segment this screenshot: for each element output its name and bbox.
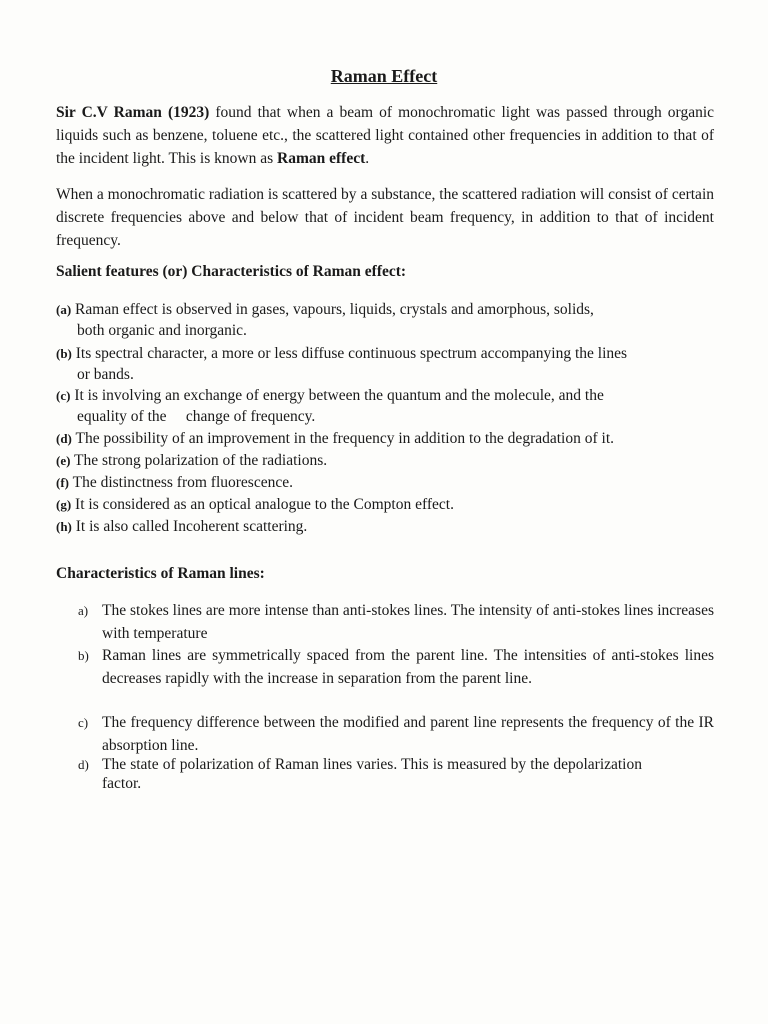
- raman-line-item-b: [78, 644, 714, 690]
- intro-text: found that when a beam of monochromatic light was passed through organic liquids such as benzene, toluene etc., the scattered light contained other frequencies in addition to that of the incident light. This is known as: [56, 104, 715, 167]
- feature-tag: (d): [56, 431, 72, 446]
- feature-text: Raman effect is observed in gases, vapours, liquids, crystals and amorphous, solids,: [75, 301, 594, 318]
- feature-text-continued: both organic and inorganic.: [77, 322, 247, 339]
- feature-item-b: [56, 343, 726, 385]
- feature-tag: (a): [56, 302, 72, 317]
- feature-text-continued: equality of the change of frequency.: [77, 408, 316, 425]
- feature-text: The distinctness from fluorescence.: [72, 474, 293, 491]
- intro-bold-term: Raman effect: [277, 150, 366, 167]
- list-item-text: The state of polarization of Raman lines varies. This is measured by the depolarization factor.: [102, 756, 642, 792]
- list-letter: a): [78, 603, 89, 618]
- feature-text: It is considered as an optical analogue to the Compton effect.: [75, 496, 454, 513]
- list-letter: d): [78, 757, 89, 772]
- feature-tag: (b): [56, 346, 72, 361]
- intro-end: .: [365, 150, 370, 167]
- raman-lines-heading: Characteristics of Raman lines:: [56, 565, 265, 582]
- salient-features-heading: Salient features (or) Characteristics of Raman effect:: [56, 263, 407, 280]
- feature-text: It is involving an exchange of energy between the quantum and the molecule, and the: [74, 387, 604, 404]
- feature-tag: (h): [56, 519, 72, 534]
- feature-text-continued: or bands.: [77, 366, 134, 383]
- feature-tag: (c): [56, 388, 71, 403]
- feature-tag: (g): [56, 497, 72, 512]
- feature-tag: (f): [56, 475, 69, 490]
- raman-line-item-c: [78, 711, 714, 757]
- feature-item-c: [56, 385, 726, 427]
- feature-item-a: [56, 299, 726, 341]
- intro-paragraph: [56, 101, 714, 170]
- feature-tag: (e): [56, 453, 71, 468]
- feature-text: The possibility of an improvement in the frequency in addition to the degradation of it.: [75, 430, 614, 447]
- feature-item-g: [56, 494, 726, 515]
- list-letter: c): [78, 715, 89, 730]
- intro-bold-lead: Sir C.V Raman (1923): [56, 104, 210, 121]
- raman-line-item-d: [78, 755, 714, 793]
- feature-item-f: [56, 472, 726, 493]
- list-item-text: The stokes lines are more intense than anti-stokes lines. The intensity of anti-stokes lines increases with temperature: [102, 602, 714, 642]
- feature-item-d: [56, 428, 726, 449]
- definition-paragraph: When a monochromatic radiation is scattered by a substance, the scattered radiation will consist of certain discrete frequencies above and below that of incident beam frequency, in addition to that of incident frequency.: [56, 186, 714, 249]
- page-title: Raman Effect: [330, 66, 438, 86]
- feature-item-h: [56, 516, 726, 537]
- list-item-text: The frequency difference between the modified and parent line represents the frequency of the IR absorption line.: [102, 714, 714, 754]
- feature-text: It is also called Incoherent scattering.: [75, 518, 308, 535]
- list-letter: b): [78, 648, 89, 663]
- feature-item-e: [56, 450, 726, 471]
- list-item-text: Raman lines are symmetrically spaced from the parent line. The intensities of anti-stokes lines decreases rapidly with the increase in separation from the parent line.: [102, 647, 714, 687]
- feature-text: Its spectral character, a more or less diffuse continuous spectrum accompanying the lines: [75, 345, 628, 362]
- feature-text: The strong polarization of the radiations.: [74, 452, 328, 469]
- raman-line-item-a: [78, 599, 714, 645]
